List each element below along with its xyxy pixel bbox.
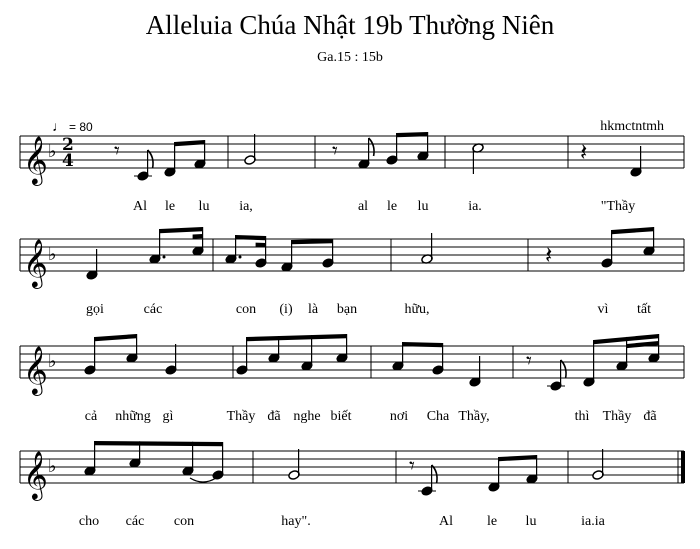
beam-secondary xyxy=(256,243,266,248)
eighth-rest-icon: 𝄾 xyxy=(409,454,415,479)
lyric-syllable: cho xyxy=(78,514,100,529)
lyric-syllable: ia.ia xyxy=(581,514,605,529)
lyric-syllable: nghe xyxy=(293,409,321,424)
lyric-syllable: Al xyxy=(439,514,453,529)
lyric-syllable: cả xyxy=(84,409,98,424)
flat-icon: ♭ xyxy=(48,141,57,162)
flat-icon: ♭ xyxy=(48,456,57,477)
beam-secondary xyxy=(193,234,203,239)
flat-icon: ♭ xyxy=(48,351,57,372)
beam xyxy=(95,334,137,341)
lyric-syllable: al xyxy=(357,199,369,214)
time-signature-top: 2 xyxy=(62,135,74,155)
lyric-syllable: các xyxy=(143,302,163,317)
eighth-rest-icon: 𝄾 xyxy=(332,139,338,164)
tie xyxy=(190,478,216,482)
final-barline xyxy=(681,451,685,483)
scripture-reference: Ga.15 : 15b xyxy=(317,50,383,65)
lyric-syllable: tất xyxy=(637,302,651,317)
lyric-syllable: Thầy xyxy=(226,409,256,424)
treble-clef-icon: 𝄞 xyxy=(23,450,48,499)
lyric-syllable: đã xyxy=(643,409,657,424)
lyric-syllable: (i) xyxy=(279,302,293,317)
flat-icon: ♭ xyxy=(48,244,57,265)
beam xyxy=(612,227,654,234)
quarter-rest-icon: 𝄽 xyxy=(545,241,553,269)
lyric-syllable: lu xyxy=(198,199,210,214)
lyric-syllable: lu xyxy=(525,514,537,529)
lyric-syllable: ia, xyxy=(239,199,253,214)
beam xyxy=(175,140,205,146)
lyric-syllable: Cha xyxy=(426,409,450,424)
lyric-syllable: con xyxy=(235,302,257,317)
beam xyxy=(95,441,223,446)
lyric-syllable: "Thầy xyxy=(600,199,636,214)
lyric-syllable: thì xyxy=(574,409,590,424)
beam xyxy=(292,239,333,244)
note-flag xyxy=(369,138,374,156)
beam xyxy=(499,455,537,461)
dot xyxy=(163,256,166,259)
lyric-syllable: hữu, xyxy=(404,302,430,317)
lyric-syllable: là xyxy=(307,302,319,317)
beam xyxy=(160,227,203,233)
treble-clef-icon: 𝄞 xyxy=(23,238,48,287)
lyric-syllable: Thầy xyxy=(602,409,632,424)
beam xyxy=(247,334,347,341)
treble-clef-icon: 𝄞 xyxy=(23,135,48,184)
quarter-note-icon: ♩ xyxy=(52,118,66,134)
lyric-syllable: le xyxy=(164,199,176,214)
song-title: Alleluia Chúa Nhật 19b Thường Niên xyxy=(145,10,555,40)
lyric-syllable: lu xyxy=(417,199,429,214)
lyric-syllable: vì xyxy=(597,302,609,317)
eighth-rest-icon: 𝄾 xyxy=(526,349,532,374)
lyric-syllable: nơi xyxy=(389,409,409,424)
note-flag xyxy=(148,150,153,168)
lyric-syllable: biết xyxy=(330,409,352,424)
lyric-syllable: các xyxy=(125,514,145,529)
note-flag xyxy=(432,465,437,483)
lyric-syllable: Thầy, xyxy=(458,409,490,424)
composer-credit: hkmctntmh xyxy=(600,119,664,134)
lyric-syllable: những xyxy=(115,409,151,424)
lyric-syllable: gì xyxy=(162,409,174,424)
quarter-rest-icon: 𝄽 xyxy=(580,138,588,166)
lyric-syllable: đã xyxy=(267,409,281,424)
note-flag xyxy=(561,360,566,378)
lyric-syllable: ia. xyxy=(468,199,482,214)
lyric-syllable: le xyxy=(486,514,498,529)
lyric-syllable: gọi xyxy=(86,302,104,317)
time-signature-bottom: 4 xyxy=(62,151,74,171)
lyric-syllable: bạn xyxy=(336,302,358,317)
treble-clef-icon: 𝄞 xyxy=(23,345,48,394)
dot xyxy=(239,256,242,259)
lyric-syllable: con xyxy=(173,514,195,529)
tempo-value: = 80 xyxy=(69,120,93,134)
lyric-syllable: Al xyxy=(133,199,147,214)
lyric-syllable: hay". xyxy=(281,514,311,529)
eighth-rest-icon: 𝄾 xyxy=(114,139,120,164)
lyric-syllable: le xyxy=(386,199,398,214)
beam-secondary xyxy=(627,341,659,348)
